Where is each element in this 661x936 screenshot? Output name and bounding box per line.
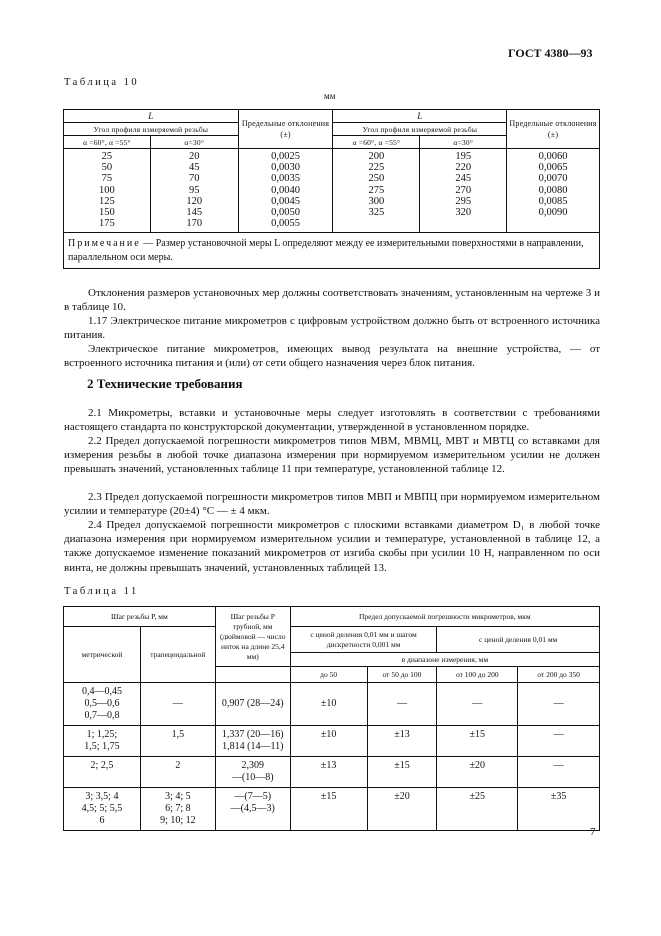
cell-v4: ±35: [518, 788, 600, 831]
cell-v2: ±20: [367, 788, 437, 831]
table-row: [64, 757, 600, 788]
cell-trap: 3; 4; 5 6; 7; 8 9; 10; 12: [140, 788, 215, 831]
page-number: 7: [590, 826, 596, 838]
cell-v2: —: [367, 683, 437, 726]
table10-col-L30-2: 195 220 245 270 295 320: [420, 149, 507, 233]
table10-header-a60-2: α =60°, α =55°: [333, 136, 420, 149]
cell-v3: ±25: [437, 788, 518, 831]
cell-v1: ±10: [290, 726, 367, 757]
table11-header-error: Предел допускаемой погрешности микрометров, мкм: [290, 607, 599, 627]
section-heading: 2 Технические требования: [87, 376, 243, 391]
table11-header-pitch: Шаг резьбы P, мм: [64, 607, 216, 627]
table11-header-range: в диапазоне измерения, мм: [290, 653, 599, 667]
table10-header-L2: L: [333, 110, 507, 123]
table10-unit: мм: [324, 91, 336, 101]
cell-v2: ±15: [367, 757, 437, 788]
table11-header-div1: с ценой деления 0,01 мм и шагом дискретности 0,001 мм: [290, 627, 437, 653]
paragraph-power: Электрическое питание микрометров, имеющих вывод результата на внешние устройства, — от встроенного источника питания и (или) от сети общего назначения через блок питания.: [64, 343, 600, 370]
document-code: ГОСТ 4380—93: [508, 46, 593, 60]
cell-v1: ±10: [290, 683, 367, 726]
table-row: [64, 788, 600, 831]
cell-pipe: 2,309 —(10—8): [215, 757, 290, 788]
cell-v1: ±15: [290, 788, 367, 831]
note-label: Примечание: [68, 238, 141, 249]
table11-range-2: от 50 до 100: [367, 667, 437, 683]
table10-header-a30-2: α=30°: [420, 136, 507, 149]
cell-v3: ±20: [437, 757, 518, 788]
cell-metric: 2; 2,5: [64, 757, 141, 788]
table11: [63, 606, 600, 831]
cell-trap: 2: [140, 757, 215, 788]
paragraph-2-1: 2.1 Микрометры, вставки и установочные меры следует изготовлять в соответствии с требованиями настоящего стандарта по конструкторской документации, утвержденной в установленном порядке.: [64, 407, 600, 434]
table11-label: Таблица 11: [64, 586, 139, 597]
table-row: [64, 726, 600, 757]
table10: [63, 109, 600, 269]
table10-col-L60: 25 50 75 100 125 150 175: [64, 149, 151, 233]
paragraph-deviations: Отклонения размеров установочных мер должны соответствовать значениям, установленным на чертеже 3 и в таблице 10.: [64, 287, 600, 314]
cell-pipe: 1,337 (20—16) 1,814 (14—11): [215, 726, 290, 757]
table11-range-1: до 50: [290, 667, 367, 683]
table10-header-angle2: Угол профиля измеряемой резьбы: [333, 123, 507, 136]
cell-v2: ±13: [367, 726, 437, 757]
table-row: [64, 683, 600, 726]
note-text: — Размер установочной меры L определяют между ее измерительными поверхностями в направлении, параллельном оси меры.: [68, 238, 584, 263]
table11-header-pipe-cont: [215, 667, 290, 683]
cell-v3: ±15: [437, 726, 518, 757]
table11-header-trap: трапецеидальной: [140, 627, 215, 683]
cell-metric: 3; 3,5; 4 4,5; 5; 5,5 6: [64, 788, 141, 831]
table10-header-L: L: [64, 110, 239, 123]
cell-trap: 1,5: [140, 726, 215, 757]
cell-v4: —: [518, 757, 600, 788]
table11-range-3: от 100 до 200: [437, 667, 518, 683]
table11-header-metric: метрической: [64, 627, 141, 683]
table10-header-deviation2: Предельные отклонения (±): [507, 110, 600, 149]
cell-v1: ±13: [290, 757, 367, 788]
table10-note: [64, 233, 600, 269]
paragraph-2-3: 2.3 Предел допускаемой погрешности микрометров типов МВП и МВПЦ при нормируемом измерительном усилии и температуре (20±4) °С — ± 4 мкм.: [64, 491, 600, 518]
table10-col-L60-2: 200 225 250 275 300 325: [333, 149, 420, 233]
paragraph-2-2: 2.2 Предел допускаемой погрешности микрометров типов МВМ, МВМЦ, МВТ и МВТЦ со вставками для измерения резьбы в любой точке диапазона измерения при нормируемом измерительном усилии не должен превышать значений, установленных таблице 11 при температуре, установленной таблице 12.: [64, 435, 600, 476]
table10-header-angle: Угол профиля измеряемой резьбы: [64, 123, 239, 136]
paragraph-1-17: 1.17 Электрическое питание микрометров с цифровым устройством должно быть от встроенного источника питания.: [64, 315, 600, 342]
cell-pipe: —(7—5) —(4,5—3): [215, 788, 290, 831]
cell-pipe: 0,907 (28—24): [215, 683, 290, 726]
cell-trap: —: [140, 683, 215, 726]
paragraph-2-4: 2.4 Предел допускаемой погрешности микрометров с плоскими вставками диаметром D₁ в любой точке диапазона измерения при нормируемом измерительном усилии и температуре, установленной в таблице 12, а также допускаемое изменение показаний микрометров от изгиба скобы при усилии 10 Н, направленном по оси винта, не должны превышать значений, установленных таблицей 13.: [64, 519, 600, 574]
table10-header-a60: α =60°, α =55°: [64, 136, 151, 149]
table11-header-div2: с ценой деления 0,01 мм: [437, 627, 600, 653]
table10-header-a30: α=30°: [150, 136, 238, 149]
table10-col-dev: 0,0025 0,0030 0,0035 0,0040 0,0045 0,0050 0,0055: [238, 149, 333, 233]
cell-metric: 0,4—0,45 0,5—0,6 0,7—0,8: [64, 683, 141, 726]
table11-range-4: от 200 до 350: [518, 667, 600, 683]
table10-label: Таблица 10: [64, 77, 140, 88]
cell-v4: —: [518, 683, 600, 726]
cell-v3: —: [437, 683, 518, 726]
cell-metric: 1; 1,25; 1,5; 1,75: [64, 726, 141, 757]
table10-header-deviation: Предельные отклонения (±): [238, 110, 333, 149]
cell-v4: —: [518, 726, 600, 757]
table10-col-L30: 20 45 70 95 120 145 170: [150, 149, 238, 233]
table11-header-pipe: Шаг резьбы P трубной, мм (дюймовой — число ниток на длине 25,4 мм): [215, 607, 290, 667]
table10-col-dev-2: 0,0060 0,0065 0,0070 0,0080 0,0085 0,0090: [507, 149, 600, 233]
